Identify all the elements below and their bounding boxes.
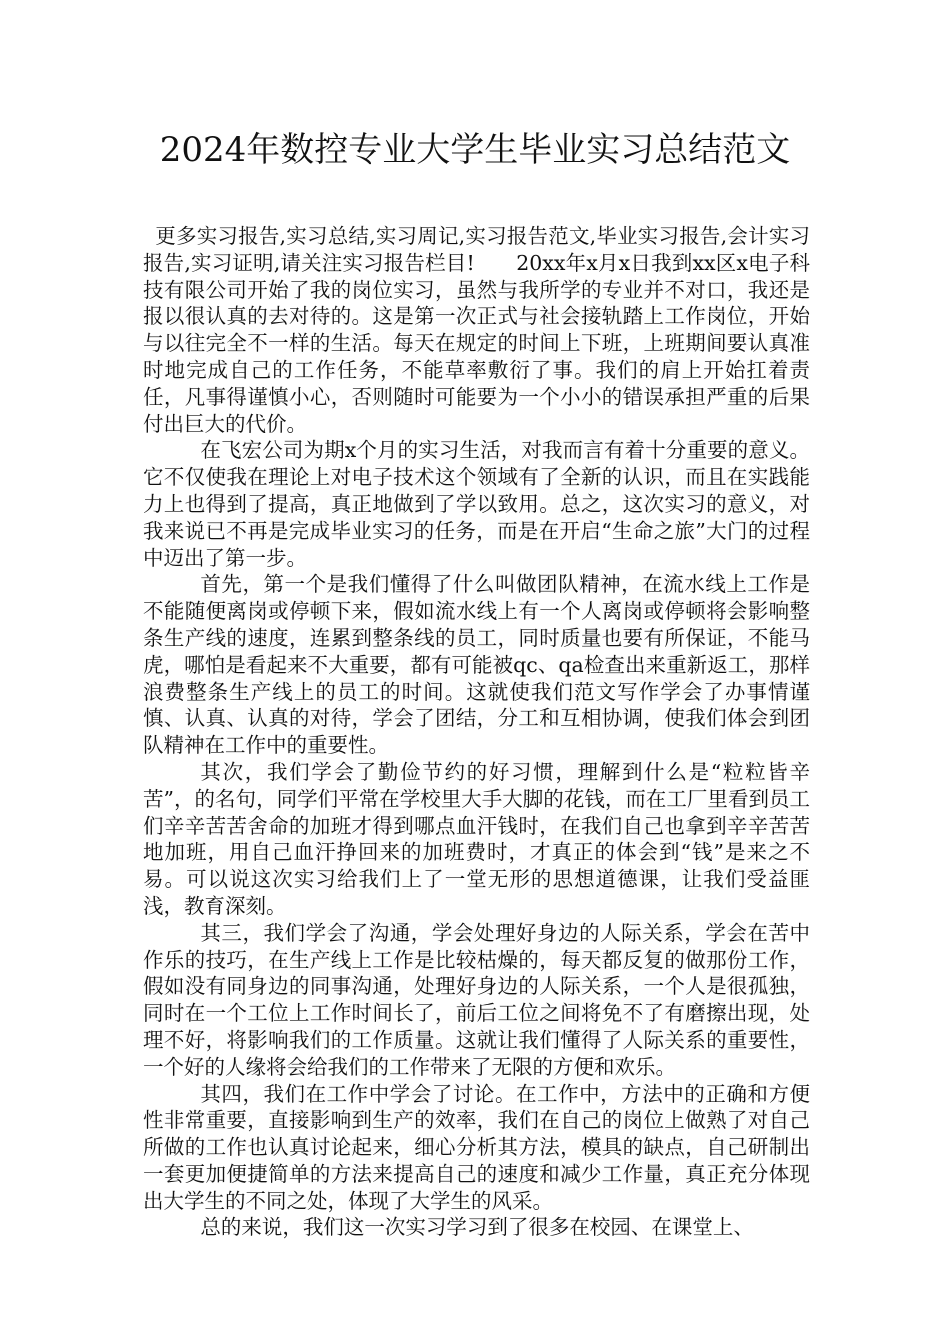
paragraph-7: 总的来说，我们这一次实习学习到了很多在校园、在课堂上、: [200, 1215, 754, 1240]
paragraph-3: 首先，第一个是我们懂得了什么叫做团队精神，在流水线上工作是不能随便离岗或停顿下来，假如流水线上有一个人离岗或停顿将会影响整条生产线的速度，连累到整条线的员工，同时质量也要有所保证，不能马虎，哪怕是看起来不大重要，都有可能被qc、qa检查出来重新返工，那样浪费整条生产线上的员工的时间。这就使我们范文写作学会了办事情谨慎、认真、认真的对待，学会了团结，分工和互相协调，使我们体会到团队精神在工作中的重要性。: [143, 572, 810, 758]
paragraph-6: 其四，我们在工作中学会了讨论。在工作中，方法中的正确和方便性非常重要，直接影响到生产的效率，我们在自己的岗位上做熟了对自己所做的工作也认真讨论起来，细心分析其方法，模具的缺点，自己研制出一套更加便捷简单的方法来提高自己的速度和减少工作量，真正充分体现出大学生的不同之处，体现了大学生的风采。: [143, 1081, 810, 1213]
paragraph-1: 更多实习报告,实习总结,实习周记,实习报告范文,毕业实习报告,会计实习报告,实习证明,请关注实习报告栏目! 20xx年x月x日我到xx区x电子科技有限公司开始了我的岗位实习，虽然与我所学的专业并不对口，我还是报以很认真的去对待的。这是第一次正式与社会接轨踏上工作岗位，开始与以往完全不一样的生活。每天在规定的时间上下班，上班期间要认真准时地完成自己的工作任务，不能草率敷衍了事。我们的肩上开始扛着责任，凡事得谨慎小心，否则随时可能要为一个小小的错误承担严重的后果付出巨大的代价。: [143, 224, 810, 436]
paragraph-5: 其三，我们学会了沟通，学会处理好身边的人际关系，学会在苦中作乐的技巧，在生产线上工作是比较枯燥的，每天都反复的做那份工作，假如没有同身边的同事沟通，处理好身边的人际关系，一个人是很孤独，同时在一个工位上工作时间长了，前后工位之间将免不了有磨擦出现，处理不好，将影响我们的工作质量。这就让我们懂得了人际关系的重要性，一个好的人缘将会给我们的工作带来了无限的方便和欢乐。: [143, 920, 810, 1079]
document-title: 2024年数控专业大学生毕业实习总结范文: [159, 130, 791, 170]
paragraph-4: 其次，我们学会了勤俭节约的好习惯，理解到什么是“粒粒皆辛苦”，的名句，同学们平常在学校里大手大脚的花钱，而在工厂里看到员工们辛辛苦苦舍命的加班才得到哪点血汗钱时，在我们自己也拿到辛辛苦苦地加班，用自己血汗挣回来的加班费时，才真正的体会到“钱”是来之不易。可以说这次实习给我们上了一堂无形的思想道德课，让我们受益匪浅，教育深刻。: [143, 759, 810, 918]
document-body: [143, 223, 810, 1241]
paragraph-2: 在飞宏公司为期x个月的实习生活，对我而言有着十分重要的意义。它不仅使我在理论上对电子技术这个领域有了全新的认识，而且在实践能力上也得到了提高，真正地做到了学以致用。总之，这次实习的意义，对我来说已不再是完成毕业实习的任务，而是在开启“生命之旅”大门的过程中迈出了第一步。: [143, 438, 810, 570]
